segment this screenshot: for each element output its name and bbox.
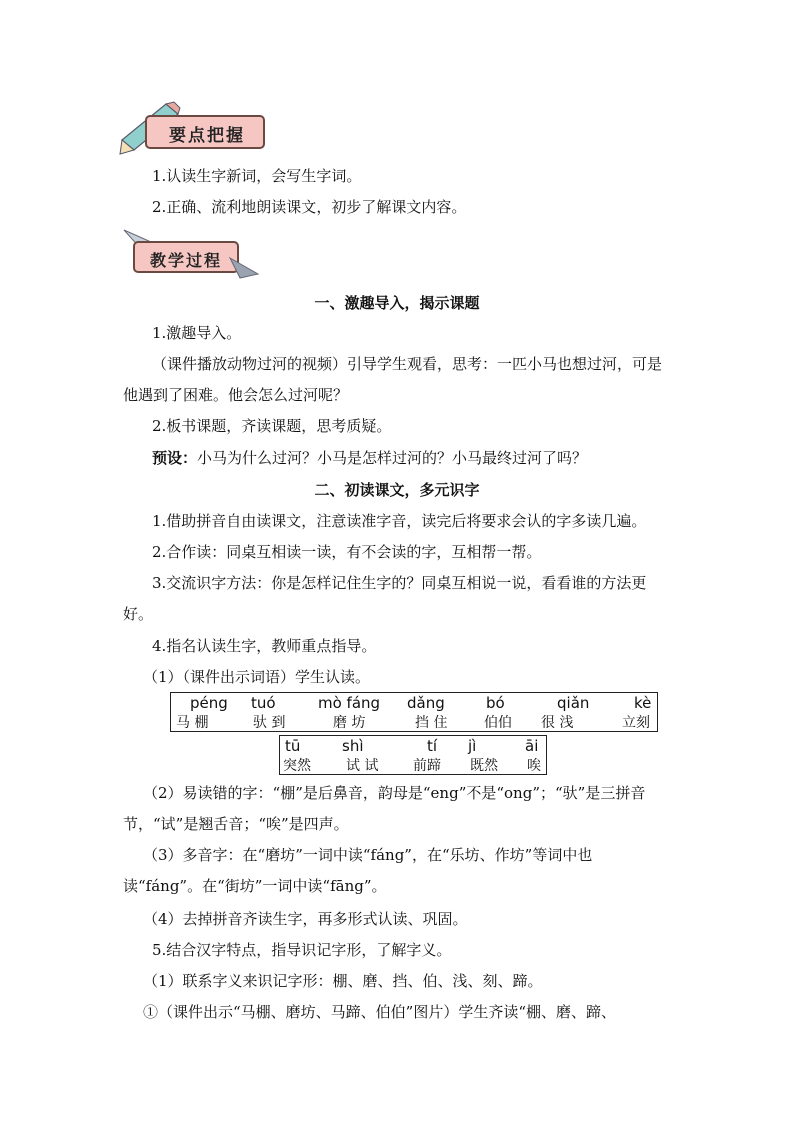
vocab-word: 挡 住 xyxy=(415,715,448,731)
pinyin: tū xyxy=(285,737,301,755)
section-badge-teaching-process: 教学过程 xyxy=(149,251,222,270)
item-5: 5.结合汉字特点，指导识记字形，了解字义。 xyxy=(152,941,452,959)
pinyin: āi xyxy=(525,737,539,755)
note-4: （4）去掉拼音齐读生字，再多形式认读、巩固。 xyxy=(143,910,468,928)
vocab-word: 唉 xyxy=(527,758,541,774)
section-badge-key-points: 要点把握 xyxy=(169,126,245,146)
pinyin: péng xyxy=(190,694,228,712)
preset-label: 预设： xyxy=(152,449,198,467)
goal-2: 2.正确、流利地朗读课文，初步了解课文内容。 xyxy=(152,198,467,216)
pinyin: qiǎn xyxy=(557,694,590,712)
section-1-heading: 一、激趣导入，揭示课题 xyxy=(314,294,480,312)
section-2-heading: 二、初读课文，多元识字 xyxy=(314,481,480,499)
pinyin: bó xyxy=(486,694,505,712)
preset-text: 小马为什么过河？小马是怎样过河的？小马最终过河了吗？ xyxy=(197,449,588,467)
s2-item-1: 1.借助拼音自由读课文，注意读准字音，读完后将要求会认的字多读几遍。 xyxy=(152,512,647,530)
s1-paragraph: （课件播放动物过河的视频）引导学生观看，思考：一匹小马也想过河，可是他遇到了困难。他会怎么过河呢？ xyxy=(123,355,663,404)
note-2: （2）易读错的字：“棚”是后鼻音，韵母是“eng”不是“ong”；“驮”是三拼音节，“试”是翘舌音；“唉”是四声。 xyxy=(123,784,646,833)
vocab-word: 驮 到 xyxy=(253,715,286,731)
s2-sub-1: （1）（课件出示词语）学生认读。 xyxy=(143,668,371,686)
goal-1: 1.认读生字新词，会写生字词。 xyxy=(152,167,362,185)
s2-item-4: 4.指名认读生字，教师重点指导。 xyxy=(152,637,377,655)
pinyin: dǎng xyxy=(407,694,445,712)
vocab-word: 突然 xyxy=(283,758,311,774)
s2-item-3: 3.交流识字方法：你是怎样记住生字的？同桌互相说一说，看看谁的方法更好。 xyxy=(123,574,647,623)
vocab-word: 马 棚 xyxy=(176,715,209,731)
note-circle-1: ①（课件出示“马棚、磨坊、马蹄、伯伯”图片）学生齐读“棚、磨、蹄、 xyxy=(143,1003,617,1021)
vocab-word: 伯伯 xyxy=(484,715,512,731)
pinyin: jì xyxy=(468,737,477,755)
pinyin: shì xyxy=(342,737,364,755)
pinyin: tuó xyxy=(251,694,276,712)
vocab-word: 试 试 xyxy=(346,758,379,774)
vocab-word: 既然 xyxy=(470,758,498,774)
pinyin: tí xyxy=(427,737,438,755)
s2-item-2: 2.合作读：同桌互相读一读，有不会读的字，互相帮一帮。 xyxy=(152,543,542,561)
s1-preset xyxy=(152,448,700,468)
note-3: （3）多音字：在“磨坊”一词中读“fáng”，在“乐坊、作坊”等词中也读“fáng”。在“街坊”一词中读“fāng”。 xyxy=(123,846,593,895)
vocab-word: 很 浅 xyxy=(541,715,574,731)
note-5: （1）联系字义来识记字形：棚、磨、挡、伯、浅、刻、蹄。 xyxy=(143,972,543,990)
pinyin: mò fáng xyxy=(318,694,381,712)
pinyin: kè xyxy=(634,694,652,712)
vocab-word: 前蹄 xyxy=(413,758,441,774)
s1-item-2: 2.板书课题，齐读课题，思考质疑。 xyxy=(152,417,392,435)
vocab-word: 立刻 xyxy=(622,715,650,731)
s1-item-1: 1.激趣导入。 xyxy=(152,324,242,342)
vocab-word: 磨 坊 xyxy=(333,715,366,731)
